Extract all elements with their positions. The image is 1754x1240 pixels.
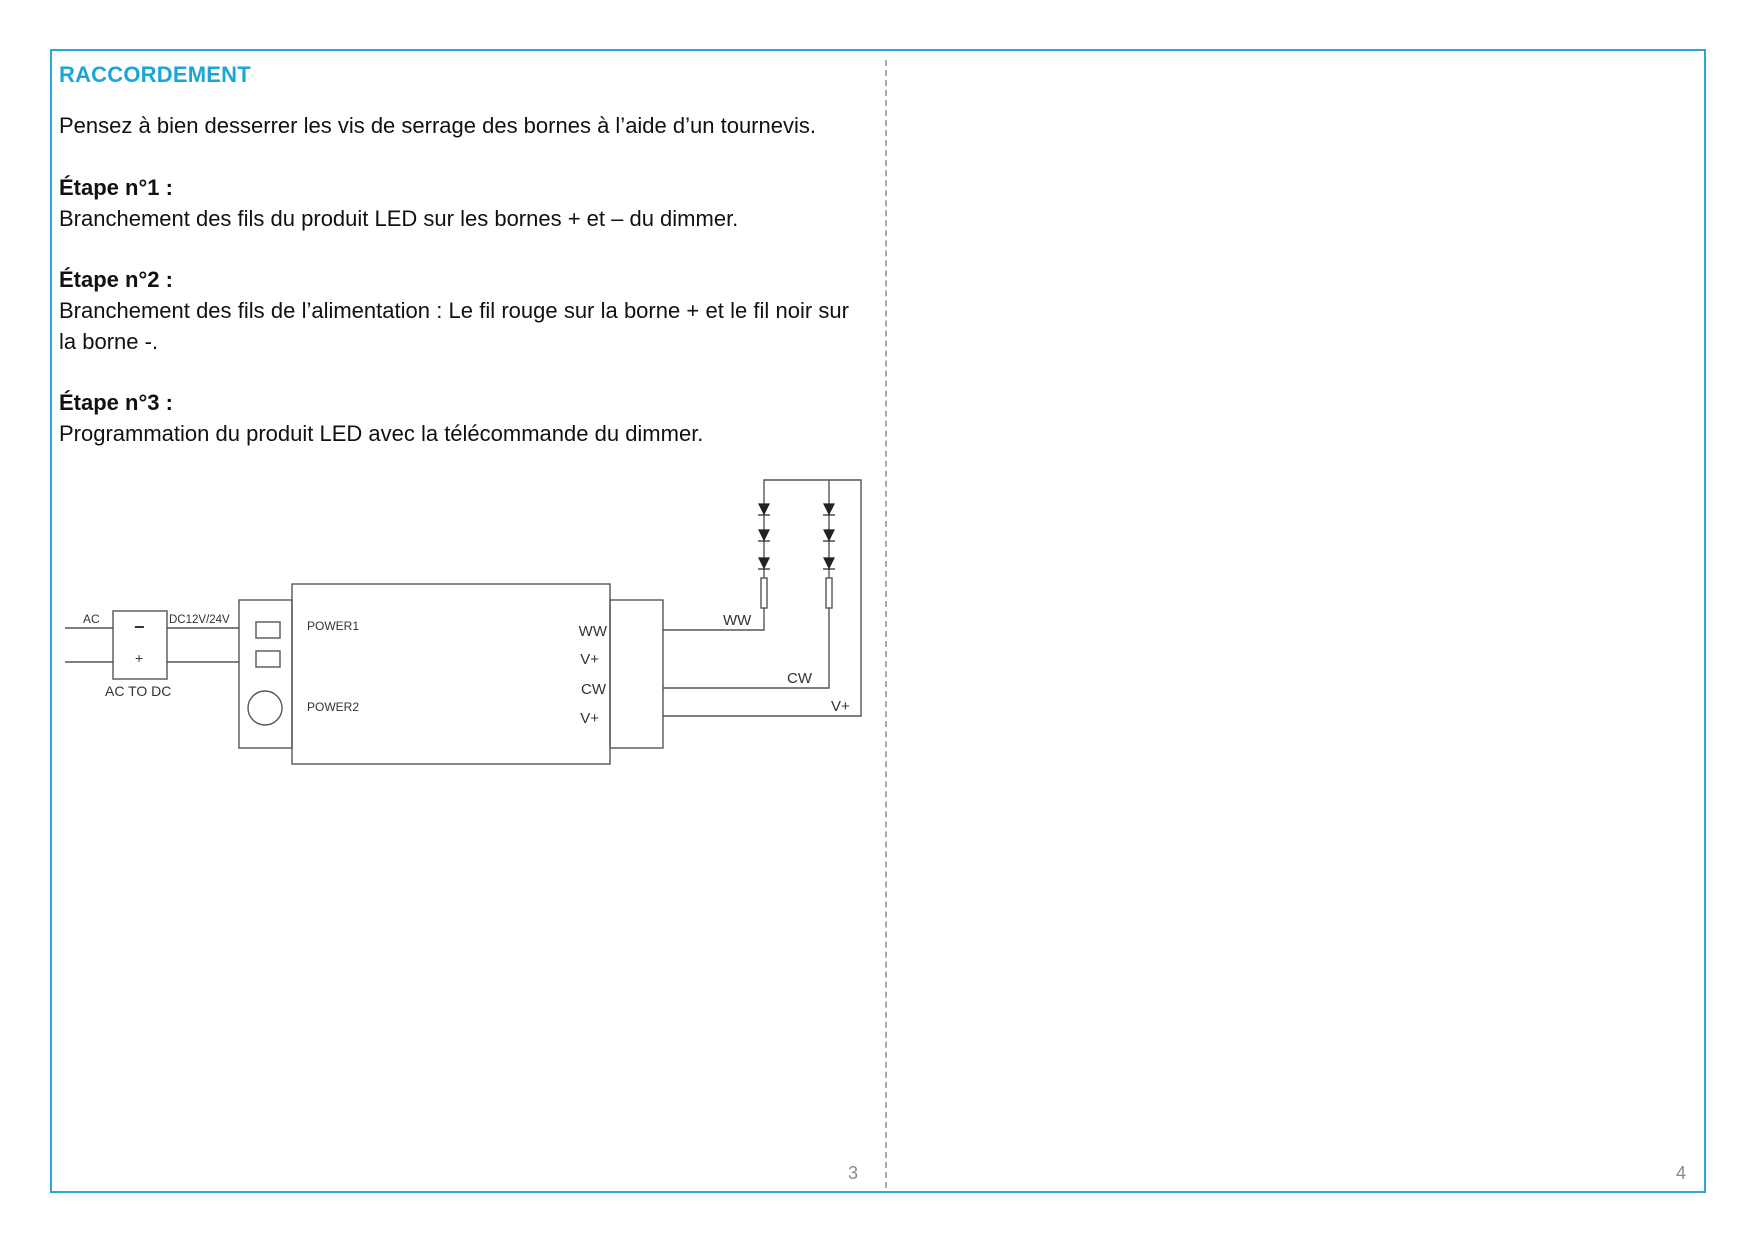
wire-ww-label: WW (723, 612, 752, 629)
terminal-screw-icon (248, 691, 282, 725)
power2-label: POWER2 (307, 700, 360, 714)
wire-vplus-label: V+ (831, 698, 850, 715)
fold-line (885, 60, 887, 1188)
minus-label: − (134, 617, 145, 637)
section-title: RACCORDEMENT (59, 62, 251, 87)
page-number-left: 3 (848, 1163, 859, 1183)
page-number-right: 4 (1676, 1163, 1687, 1183)
plus-label: + (135, 650, 144, 666)
step-1-text: Branchement des fils du produit LED sur les bornes + et – du dimmer. (59, 206, 739, 231)
led-diode-icon (823, 530, 835, 541)
terminal-cw-label: CW (581, 681, 606, 698)
led-resistor-cw (826, 578, 832, 608)
led-diode-icon (823, 504, 835, 515)
wiring-diagram (61, 470, 873, 770)
terminal-slot-1 (256, 622, 280, 638)
led-resistor-ww (761, 578, 767, 608)
ac-label: AC (83, 612, 100, 626)
led-diode-icon (758, 530, 770, 541)
step-1-title: Étape n°1 : (59, 175, 173, 200)
led-diode-icon (758, 558, 770, 569)
step-2-title: Étape n°2 : (59, 267, 173, 292)
output-terminal-block (610, 600, 663, 748)
power1-label: POWER1 (307, 619, 360, 633)
ac-to-dc-label: AC TO DC (105, 683, 172, 699)
terminal-slot-2 (256, 651, 280, 667)
intro-text: Pensez à bien desserrer les vis de serrage des bornes à l’aide d’un tournevis. (59, 113, 816, 138)
wire-cw-label: CW (787, 670, 812, 687)
controller-body (292, 584, 610, 764)
step-3-title: Étape n°3 : (59, 390, 173, 415)
step-2-text: Branchement des fils de l’alimentation : Le fil rouge sur la borne + et le fil noir sur la borne -. (59, 298, 849, 354)
terminal-vplus-2-label: V+ (580, 710, 599, 727)
terminal-ww-label: WW (578, 623, 607, 640)
led-diode-icon (758, 504, 770, 515)
step-3-text: Programmation du produit LED avec la télécommande du dimmer. (59, 421, 704, 446)
terminal-vplus-1-label: V+ (580, 651, 599, 668)
led-diode-icon (823, 558, 835, 569)
dc-voltage-label: DC12V/24V (169, 614, 230, 626)
